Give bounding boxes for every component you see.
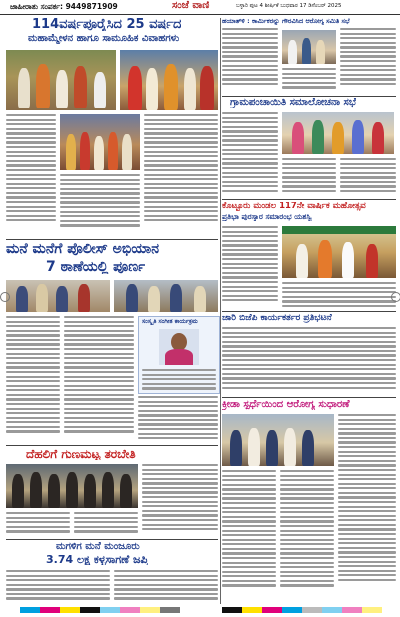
story-mass-wedding-col1	[6, 114, 56, 234]
photo-panchayat-women	[282, 112, 394, 154]
rule-h-1	[222, 96, 396, 97]
photo-stage-ceremony	[6, 50, 116, 110]
photo-police-right	[114, 280, 218, 312]
story-sports-health	[222, 400, 396, 600]
story-gram-panchayat-col2	[282, 158, 336, 198]
story-mass-wedding	[6, 18, 218, 238]
masthead-phone: ಜಾಹೀರಾತು ಸಂಪರ್ಕ: 9449871909	[10, 2, 118, 11]
color-bar	[20, 607, 180, 613]
masthead	[0, 0, 400, 15]
photo-portrait-woman	[159, 329, 199, 365]
story-gram-panchayat-title: ಗ್ರಾಮಪಂಚಾಯಿತಿ ಸಮಾಲೋಚನಾ ಸಭೆ	[230, 98, 357, 108]
story-police-title-b: 7 ಠಾಣೆಯಲ್ಲಿ ಪೂರ್ಣ	[46, 260, 146, 274]
rule-h-7	[6, 539, 218, 540]
masthead-logo: ಸಂಜೆ ವಾಣಿ	[172, 0, 210, 11]
photo-committee-meeting	[282, 30, 336, 64]
rule-h-6	[6, 445, 218, 446]
photo-silhouette-group	[6, 464, 138, 508]
story-health-committee-title: ಹಯಾತ್‌ಳಿ : ಕಾರ್ಮಿಕರನ್ನು ಗೌರವಿಸಿದ ಆರೋಗ್ಯ ಸಮಿತಿ ಸಭೆ	[222, 18, 350, 25]
photo-couples	[120, 50, 218, 110]
story-sports-col-right	[338, 414, 396, 600]
story-delhi-col2	[74, 512, 138, 538]
story-kotturu-title-b: ಪ್ರತಿಭಾ ಪುರಸ್ಕಾರ ಸಮಾರಂಭ ಯಶಸ್ವಿ	[222, 213, 312, 221]
story-protest	[222, 314, 396, 396]
story-delhi-title: ದೆಹಲಿಗೆ ಗುಣಮಟ್ಟ ತರಬೇತಿ	[26, 448, 136, 460]
story-police-text	[6, 316, 60, 444]
story-seizure	[6, 542, 218, 604]
masthead-issue-info: ಬಳ್ಳಾರಿ ಪುಟ 4 ಶೀರ್ಷಿಕೆ ಬುಧವಾರ 17 ಡಿಸೆಂಬರ್ 2025	[236, 3, 342, 9]
story-sports-col1	[222, 470, 276, 600]
story-police-text-2	[64, 316, 134, 444]
story-culture-title: ಸಂಸ್ಕೃತಿ ಸಂಗೀತ ಕಾರ್ಯಕ್ರಮ	[142, 319, 198, 325]
story-protest-text	[222, 327, 396, 395]
story-culture-after	[138, 396, 218, 444]
story-seizure-col1	[6, 570, 110, 604]
story-mass-wedding-title-a: 114ವರ್ಷಪೂರೈಸಿದ 25 ವರ್ಷದ	[32, 18, 182, 31]
photo-police-left	[6, 280, 110, 312]
story-delhi-col-right	[142, 464, 218, 538]
rule-h-3	[222, 311, 396, 312]
story-delhi-col1	[6, 512, 70, 538]
rule-h-5	[6, 239, 218, 240]
story-health-committee-col2	[282, 68, 336, 92]
photo-kotturu-stage	[282, 226, 396, 278]
registration-mark-left	[0, 292, 10, 302]
story-health-committee	[222, 18, 396, 94]
story-gram-panchayat-col3	[340, 158, 396, 198]
story-seizure-title-a: ಮಗಳಿಗ ಮನೆ ಮಂಜೂರು	[56, 542, 140, 552]
story-culture-box	[138, 316, 220, 394]
story-kotturu-col1	[222, 226, 278, 310]
photo-crowd	[60, 114, 140, 170]
color-bar-right	[222, 607, 382, 613]
story-gram-panchayat	[222, 98, 396, 198]
story-seizure-col2	[114, 570, 218, 604]
photo-sports-event	[222, 414, 334, 466]
story-police-title-a: ಮನೆ ಮನೆಗೆ ಪೊಲೀಸ್ ಅಭಿಯಾನ	[6, 242, 159, 256]
story-sports-col2	[280, 470, 334, 600]
rule-h-4	[222, 397, 396, 398]
column-rule-vertical	[220, 18, 221, 604]
story-kotturu-anniversary	[222, 202, 396, 310]
story-kotturu-title-a: ಕೊಟ್ಟೂರು ಮಂಡಲ 117ನೇ ವಾರ್ಷಿಕ ಮಹೋತ್ಸವ	[222, 202, 366, 211]
story-delhi-training	[6, 448, 218, 538]
story-mass-wedding-title-b: ಮಹಾಮ್ಮೇಳನ ಹಾಗೂ ಸಾಮೂಹಿಕ ವಿವಾಹಗಳು	[28, 34, 180, 44]
story-health-committee-col3	[340, 28, 396, 92]
story-seizure-title-b: 3.74 ಲಕ್ಷ ಕಳ್ಳಸಾಗಣೆ ಜಪ್ತಿ	[46, 554, 149, 565]
story-culture-text	[142, 369, 216, 391]
story-kotturu-col2	[282, 282, 396, 310]
story-police-campaign	[6, 242, 218, 312]
story-gram-panchayat-col1	[222, 112, 278, 198]
story-protest-title: ಜಾರಿ ಬಿಜೆಪಿ ಕಾರ್ಯಕರ್ತರ ಪ್ರತಿಭಟನೆ	[222, 314, 332, 323]
story-sports-title: ಕ್ರೀಡಾ ಸ್ಪರ್ಧೆಯಿಂದ ಆರೋಗ್ಯ ಸುಧಾರಣೆ	[222, 400, 350, 410]
story-mass-wedding-col2	[60, 174, 140, 234]
rule-h-2	[222, 199, 396, 200]
registration-mark-right	[391, 292, 400, 302]
story-health-committee-col1	[222, 28, 278, 92]
story-mass-wedding-col3	[144, 114, 218, 234]
